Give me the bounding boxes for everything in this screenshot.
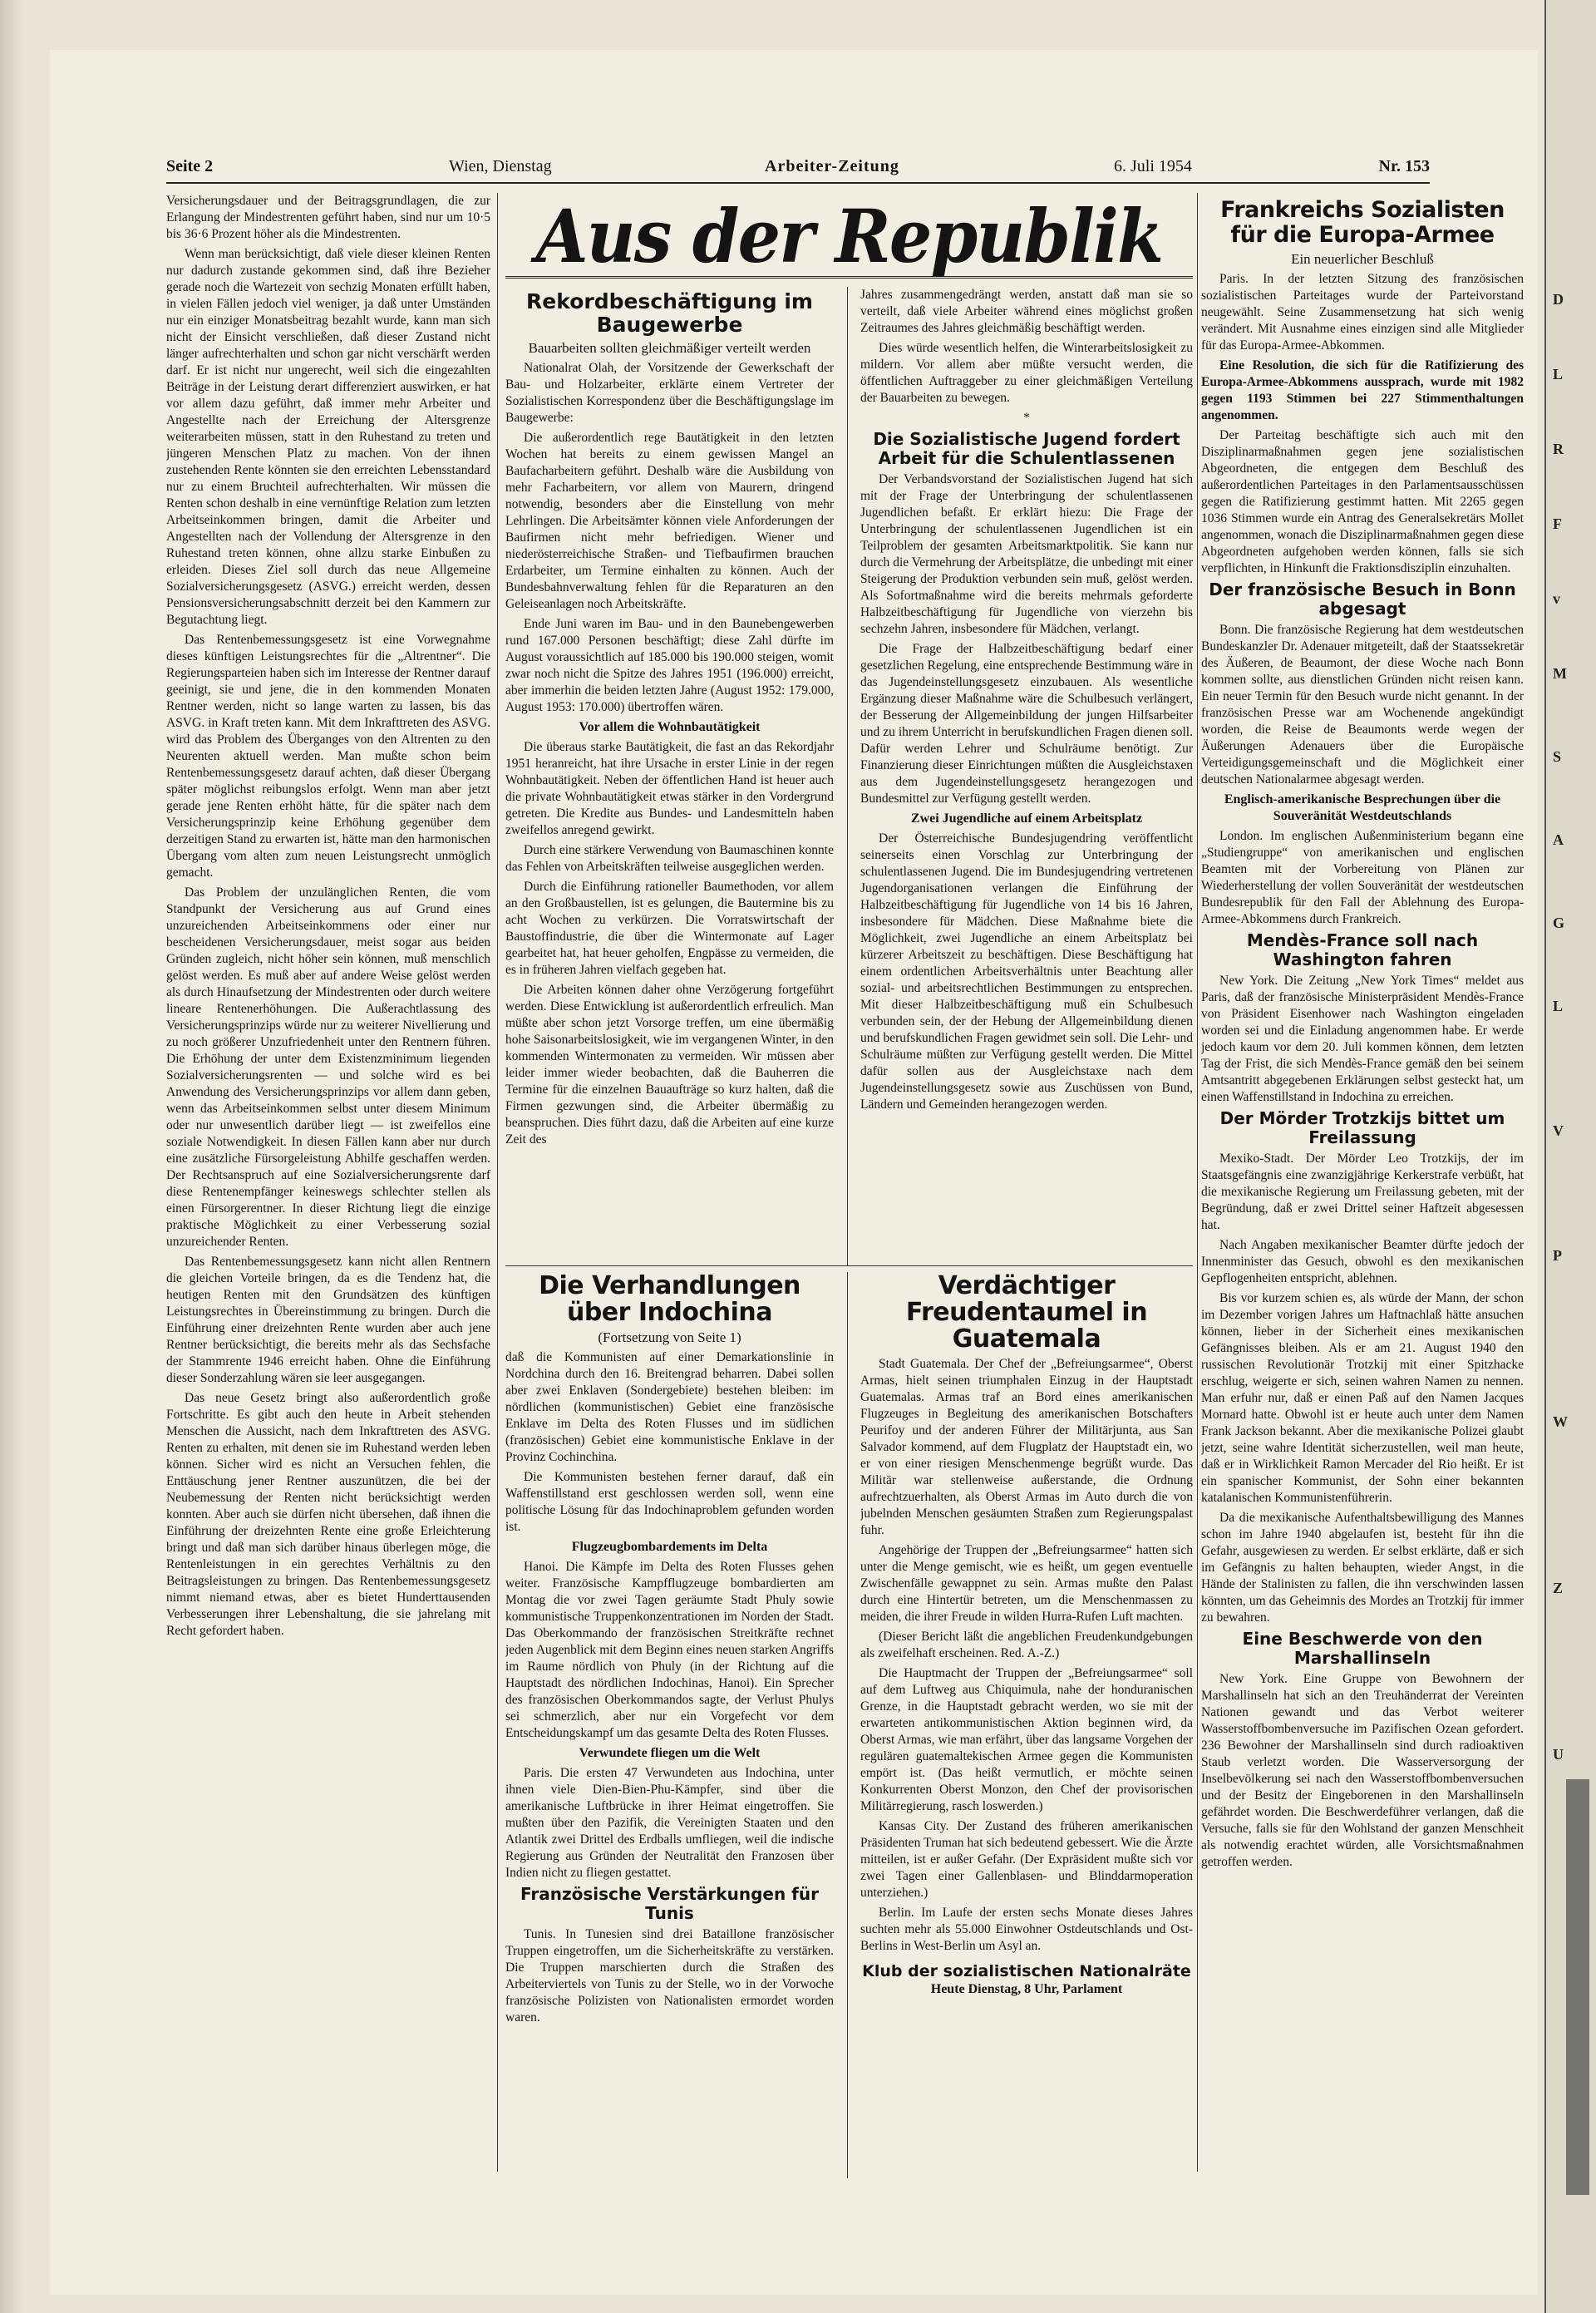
headline: Der Mörder Trotzkijs bittet um Freilassung <box>1219 1108 1505 1147</box>
headline: Frankreichs Sozialisten für die Europa-Armee <box>1220 197 1505 248</box>
paragraph: Bonn. Die französische Regierung hat dem westdeutschen Bundeskanzler Dr. Adenauer mitgeteilt, daß der Staatssekretär des Äußeren, de Beaumont, der diese Woche nach Bonn kommen sollte, aus dienstlichen Gründen nicht reisen kann. Ein neuer Termin für den Besuch wurde nicht genannt. In der französischen Presse war am Wochenende angekündigt worden, die Reise de Beaumonts werde wegen der Äußerungen Adenauers über die Europäische Verteidigungsgemeinschaft und die Möglichkeit einer deutschen Nationalarmee abgesagt werden. <box>1201 623 1524 787</box>
issue-number: Nr. 153 <box>1378 157 1430 175</box>
article-jugend <box>860 287 1193 1266</box>
paragraph: Da die mexikanische Aufenthaltsbewilligung des Mannes schon im Jahre 1940 abgelaufen ist, besteht für ihn die Gefahr, ausgewiesen zu werden. Er selbst erklärte, daß er sich im Gefängnis zu halten behaupten, wieder Angst, in die Hände der Stalinisten zu fallen, die ihn verschwinden lassen könnten, um das Geheimnis des Mordes an Trotzkij für immer zu bewahren. <box>1201 1511 1524 1625</box>
paragraph: Die überaus starke Bautätigkeit, die fast an das Rekordjahr 1951 heranreicht, hat ihre Ursache in erster Linie in der regen Wohnbautätigkeit. Neben der öffentlichen Hand ist heuer auch die private Wohnbautätigkeit etwas stärker in den Vordergrund getreten. Die Kredite aus Bundes- und Landesmitteln haben zweifellos anregend gewirkt. <box>505 740 834 837</box>
edge-letter: V <box>1553 1122 1564 1139</box>
headline: Die Verhandlungen über Indochina <box>539 1271 800 1327</box>
paragraph: Hanoi. Die Kämpfe im Delta des Roten Flusses gehen weiter. Französische Kampfflugzeuge bombardierten am Montag die vor zwei Tagen geräumte Stadt Phuly sowie kommunistische Truppenkonzentrationen im Norden der Stadt. Das Oberkommando der französischen Streitkräfte rechnet jeden Augenblick mit dem Beginn eines neuen starken Angriffs im Raume nördlich von Phuly (in der Richtung auf die Hauptstadt des nördlichen Indochinas, Hanoi). Ein Sprecher des französischen Oberkommandos sagte, der Verlust Phulys sei schmerzlich, aber nur ein Vorgefecht vor dem Entscheidungskampf um das gesamte Delta des Roten Flusses. <box>505 1560 834 1740</box>
edge-letter: L <box>1553 998 1564 1014</box>
paragraph: London. Im englischen Außenministerium begann eine „Studiengruppe“ von amerikanischen und englischen Beamten mit der Vorbereitung von Plänen zur Wiederherstellung der vollen Souveränität der westdeutschen Bundesrepublik für den Fall der Ablehnung des Europa-Armee-Abkommens durch Frankreich. <box>1201 829 1524 926</box>
article-guatemala <box>860 1268 1193 2182</box>
adjacent-page-edge <box>1544 0 1596 2313</box>
meeting-notice <box>860 1961 1193 1998</box>
paragraph: Nach Angaben mexikanischer Beamter dürfte jedoch der Innenminister das Gesuch, obwohl es den mexikanischen Gepflogenheiten entspricht, ablehnen. <box>1201 1238 1524 1285</box>
paragraph: Paris. In der letzten Sitzung des französischen sozialistischen Parteitages wurde der Parteivorstand neugewählt. Seine Zusammensetzung hat sich wenig verändert. Mit Ausnahme eines einzigen sind alle Mitglieder für das Europa-Armee-Abkommen. <box>1201 272 1524 353</box>
paragraph: Die Hauptmacht der Truppen der „Befreiungsarmee“ soll auf dem Luftweg aus Chiquimula, nahe der honduranischen Grenze, in die Hauptstadt gebracht werden, wo sie mit der erwarteten antikommunistischen Aktion beginnen wird, da Oberst Armas, wie man erfährt, über das langsame Vorgehen der regulären guatemaltekischen Armee gegen die Kommunisten empört ist. (Das heißt vermutlich, er möchte seinen Konkurrenten Oberst Monzon, den Chef der provisorischen Militärregierung, rasch loswerden.) <box>860 1666 1193 1813</box>
paragraph: Stadt Guatemala. Der Chef der „Befreiungsarmee“, Oberst Armas, hielt seinen triumphalen Einzug in der Hauptstadt Guatemalas. Armas traf an Bord eines amerikanischen Flugzeuges in Begleitung des amerikanischen Botschafters Peurifoy und der anderen Führer der Militärjunta, aus San Salvador kommend, auf dem Flugplatz der Hauptstadt ein, wo er von einer riesigen Menschenmenge begrüßt wurde. Das Militär war stellenweise außerstande, die Ordnung aufrechtzuerhalten, als Oberst Armas im Auto durch die von jubelnden Menschen gesäumten Straßen zum Regierungspalast fuhr. <box>860 1357 1193 1537</box>
scan-smudge <box>1566 1779 1589 2195</box>
paragraph: New York. Eine Gruppe von Bewohnern der Marshallinseln hat sich an den Treuhänderrat der Vereinten Nationen gewandt und das Verbot weiterer Wasserstoffbombenversuche im Pazifischen Ozean gefordert. 236 Bewohner der Marshallinseln sind durch radioaktiven Staub verletzt worden. Die Wasserversorgung der Inselbevölkerung sei nach den Wasserstoffbombenversuchen und der Besitz der Eingeborenen in den Marshallinseln gefährdet worden. Die Beschwerdeführer verlangen, daß die Versuche, falls sie für den Wohlstand der ganzen Menschheit als notwendig erachtet würden, alle Vorsichtsmaßnahmen getroffen werden. <box>1201 1672 1524 1869</box>
headline: Eine Beschwerde von den Marshallinseln <box>1242 1629 1483 1668</box>
paragraph: Berlin. Im Laufe der ersten sechs Monate dieses Jahres suchten mehr als 55.000 Einwohner Ostdeutschlands und Ost-Berlins in West-Berlin um Asyl an. <box>860 1906 1193 1953</box>
article-column-world <box>1201 193 1524 2172</box>
edge-letter: F <box>1553 515 1562 532</box>
paragraph: Wenn man berücksichtigt, daß viele dieser kleinen Renten nur dadurch zustande gekommen sind, daß ihre Bezieher gerade noch die Wartezeit von sechzig Monaten erfüllt haben, in vielen Fällen jedoch viel weniger, ja daß unter Umständen nur ein einziger Monatsbeitrag bezahlt wurde, kann man sich nicht der Einsicht verschließen, daß dieser Zustand nicht länger aufrechterhalten und schon gar nicht verschärft werden darf. Er ist nicht nur ungerecht, weil sich die eingezahlten Beiträge in der Leistung derart differenziert auswirken, er hat vor allem dazu geführt, daß immer mehr Arbeiter und Angestellte nach der Erreichung der Altersgrenze weiterarbeiten müssen, statt in den Ruhestand zu treten und jüngeren Menschen Platz zu machen. Von der ihnen zustehenden Rente könnten sie den erreichten Lebensstandard nur zu einem Bruchteil aufrechterhalten. Wir müssen die Renten schon deshalb in eine vernünftige Relation zum letzten Arbeitseinkommen bringen, damit die Arbeiter und Angestellten nach der Vollendung der Altersgrenze in den Ruhestand treten können, ohne allzu starke Einbußen zu erleiden. Dieses Ziel soll durch das neue Allgemeine Sozialversicherungsgesetz (ASVG.) erreicht werden, dessen Pensionsversicherungsabschnitt derzeit bei den Kammern zur Begutachtung liegt. <box>166 247 490 627</box>
paragraph: New York. Die Zeitung „New York Times“ meldet aus Paris, daß der französische Ministerpräsident Mendès-France von Präsident Eisenhower nach Washington eingeladen worden sei und die Einladung angenommen habe. Er werde jedoch kaum vor dem 20. Juli kommen können, dem letzten Tag der Frist, die sich Mendès-France gemäß den bei seinem Amtsantritt abgegebenen Erklärungen selbst gesteckt hat, um einen Waffenstillstand in Indochina zu erreichen. <box>1201 974 1524 1104</box>
paragraph: Ende Juni waren im Bau- und in den Baunebengewerben rund 167.000 Personen beschäftigt; diese Zahl dürfte im August voraussichtlich auf 185.000 bis 190.000 steigen, womit zwar noch nicht die Spitze des Jahres 1951 (196.000) erreicht, aber immerhin die beiden letzten Jahre (August 1952: 179.000, August 1953: 170.000) übertroffen wären. <box>505 617 834 714</box>
paragraph: Versicherungsdauer und der Beitragsgrundlagen, die zur Erlangung der Mindestrenten geführt haben, sind nur um 10·5 bis 36·6 Prozent höher als die Mindestrenten. <box>166 194 490 241</box>
subheadline: Ein neuerlicher Beschluß <box>1291 251 1434 267</box>
paragraph: Die Kommunisten bestehen ferner darauf, daß ein Waffenstillstand erst geschlossen werden soll, wenn eine politische Lösung für das Indochinaproblem gefunden worden ist. <box>505 1470 834 1534</box>
subheadline: (Fortsetzung von Seite 1) <box>598 1329 741 1345</box>
paragraph: Tunis. In Tunesien sind drei Bataillone französischer Truppen eingetroffen, um die Sicherheitskräfte zu verstärken. Die Truppen marschierten durch die Straßen des Arbeiterviertels von Tunis zu der Stelle, wo in der Vorwoche französische Polizisten von Nationalisten ermordet worden waren. <box>505 1927 834 2024</box>
section-title: Aus der Republik <box>535 193 1163 279</box>
paragraph: Die außerordentlich rege Bautätigkeit in den letzten Wochen hat bereits zu einem gewissen Mangel an Baufacharbeitern geführt. Deshalb wäre die Ausbildung von mehr Facharbeitern, vor allem von Maurern, dringend notwendig, besonders aber die Einstellung von mehr Lehrlingen. Die Arbeitsämter können viele Anforderungen der Baufirmen nicht mehr befriedigen. Wiener und niederösterreichische Straßen- und Tiefbaufirmen brauchen Erdarbeiter, um Termine einhalten zu können. Auch der Bundesbahnverwaltung fehlen für die Reparaturen an den Geleiseanlagen noch Arbeitskräfte. <box>505 431 834 611</box>
edge-letter: L <box>1553 366 1564 382</box>
paragraph: Die Frage der Halbzeitbeschäftigung bedarf einer gesetzlichen Regelung, eine entsprechende Bestimmung wäre in das Jugendeinstellungsgesetz einzubauen. Als wesentliche Ergänzung dieser Maßnahme wäre die Schulbesuch verlängert, der Besserung der Allgemeinbildung der jungen Hilfsarbeiter und zu ihrem Unterricht in berufskundlichen Fragen dienen soll. Dafür werden Lehrer und Schulräume benötigt. Zur Finanzierung dieser Einrichtungen müßten die Ausgleichstaxen aus dem Jugendeinstellungsgesetz herangezogen und Bundesmittel zur Verfügung gestellt werden. <box>860 642 1193 806</box>
paragraph: Eine Resolution, die sich für die Ratifizierung des Europa-Armee-Abkommens aussprach, wurde mit 1982 gegen 1193 Stimmen bei 227 Stimmenthaltungen angenommen. <box>1201 358 1524 422</box>
headline: Die Sozialistische Jugend fordert Arbeit für die Schulentlassenen <box>873 429 1180 468</box>
subheading: Verwundete fliegen um die Welt <box>579 1746 761 1760</box>
paragraph: Der Verbandsvorstand der Sozialistischen Jugend hat sich mit der Frage der Unterbringung der schulentlassenen Jugendlichen befaßt. Er erklärt hiezu: Die Frage der Unterbringung der schulentlassenen Jugendlichen ist ein Teilproblem der gesamten Arbeitsmarktpolitik. Sie kann nur durch die Vermehrung der Arbeitsplätze, die unbedingt mit einer Steigerung der Produktion verbunden sein muß, gelöst werden. Als Sofortmaßnahme wird die bereits mehrmals geforderte Halbzeitbeschäftigung für Jugendliche von vierzehn bis sechzehn Jahren, insbesondere für Mädchen, verlangt. <box>860 472 1193 636</box>
edge-letter: U <box>1553 1746 1564 1763</box>
article-baugewerbe <box>505 287 834 1266</box>
headline: Französische Verstärkungen für Tunis <box>520 1884 819 1923</box>
paragraph: Das neue Gesetz bringt also außerordentlich große Fortschritte. Es gibt auch den heute in Arbeit stehenden Menschen die Aussicht, nach dem Inkrafttreten des ASVG. Renten zu erhalten, mit denen sie im Ruhestand werden leben können. Sicher wird es nicht an Versuchen fehlen, die Enttäuschung jener Rentner auszunützen, die bei der Neubemessung der Renten nicht berücksichtigt werden konnten. Aber auch sie dürfen nicht übersehen, daß ihnen die Einführung der dreizehnten Rente eine große Erleichterung bringt und daß man sich darüber hinaus überlegen möge, die Rentenleistungen in ein gerechtes Verhältnis zu den Beitragsleistungen zu bringen. Das Rentenbemessungsgesetz nimmt niemand etwas, aber es bietet Hunderttausenden Verbesserungen ihrer Lebenshaltung, die sie jahrelang mit Recht gefordert haben. <box>166 1391 490 1638</box>
paragraph: Kansas City. Der Zustand des früheren amerikanischen Präsidenten Truman hat sich bedeutend gebessert. Wie die Ärzte mitteilen, ist er außer Gefahr. (Der Expräsident mußte sich vor zwei Tagen einer Gallenblasen- und Blinddarmoperation unterziehen.) <box>860 1819 1193 1900</box>
edge-letter: P <box>1553 1247 1562 1264</box>
paragraph: Angehörige der Truppen der „Befreiungsarmee“ hatten sich unter die Menge gemischt, wie es heißt, um gegen eventuelle Zwischenfälle gewappnet zu sein. Armas mußte den Palast durch eine Hintertür betreten, um die Menschenmassen zu meiden, die ihrer Freude in wilden Hurra-Rufen Luft machten. <box>860 1543 1193 1624</box>
article-indochina <box>505 1268 834 2182</box>
paragraph: Durch die Einführung rationeller Baumethoden, vor allem an den Großbaustellen, ist es gelungen, die Bautermine bis zu acht Wochen zu verkürzen. Die Vorratswirtschaft der Baustoffindustrie, die über die Wintermonate auf Lager gearbeitet hat, hat heuer geholfen, Engpässe zu vermeiden, die es in früheren Jahren vielfach gegeben hat. <box>505 880 834 977</box>
paragraph: Das Problem der unzulänglichen Renten, die vom Standpunkt der Versicherung aus auf Grund eines unzureichenden Arbeitseinkommens oder einer nur bescheidenen Versicherungsdauer, meist sogar aus beiden Gründen zugleich, nicht höher sein können, muß menschlich gelöst werden. Es muß aber auf andere Weise gelöst werden als durch Hinaufsetzung der Mindestrenten oder durch weitere lineare Rentenerhöhungen. Die Außerachtlassung des Versicherungsprinzips würde nur zu weiterer Nivellierung und zu noch größerer Unzufriedenheit unter den Rentnern führen. Die Erhöhung der unter dem Existenzminimum liegenden Sozialversicherungsrenten — und solche wird es bei Anwendung des Versicherungsprinzips vor allem dann geben, wenn das Arbeitseinkommen selbst unter diesem Minimum oder nur unwesentlich darüber liegt — ist zweifellos eine soziale Notwendigkeit. In diesen Fällen kann aber nur durch eine zusätzliche Fürsorgeleistung Abhilfe geschaffen werden. Der Rechtsanspruch auf eine Sozialversicherungsrente darf diese Rentenempfänger keineswegs schlechter stellen als einen Fürsorgerentner. In dieser Richtung liegt die einzige praktische Möglichkeit zu einer Verbesserung sozial unzureichender Renten. <box>166 885 490 1249</box>
paragraph: Nationalrat Olah, der Vorsitzende der Gewerkschaft der Bau- und Holzarbeiter, erklärte einem Vertreter der Sozialistischen Korrespondenz über die Beschäftigungslage im Baugewerbe: <box>505 361 834 425</box>
headline: Rekordbeschäftigung im Baugewerbe <box>526 289 813 337</box>
headline: Der französische Besuch in Bonn abgesagt <box>1209 579 1516 619</box>
section-banner <box>505 193 1193 279</box>
edge-letter: G <box>1553 915 1565 931</box>
article-renten <box>166 193 490 2163</box>
edge-letter: A <box>1553 831 1564 848</box>
paragraph: Dies würde wesentlich helfen, die Winterarbeitslosigkeit zu mildern. Vor allem aber müßte versucht werden, die öffentlichen Auftraggeber zu einer gleichmäßigen Verteilung der Bauarbeiten zu bewegen. <box>860 341 1193 405</box>
page-number: Seite 2 <box>166 157 214 175</box>
paragraph: Mexiko-Stadt. Der Mörder Leo Trotzkijs, der im Staatsgefängnis eine zwanzigjährige Kerkerstrafe verbüßt, hat die mexikanische Regierung um Freilassung gebeten, mit der Begründung, daß er zwei Drittel seiner Haftzeit abgesessen hat. <box>1201 1152 1524 1232</box>
edge-letter: R <box>1553 441 1564 457</box>
column-rule <box>847 1272 848 2178</box>
paragraph: Paris. Die ersten 47 Verwundeten aus Indochina, unter ihnen viele Dien-Bien-Phu-Kämpfer, sind über die amerikanische Luftbrücke in ihrer Heimat eingetroffen. Sie mußten über den Pazifik, die Vereinigten Staaten und den Atlantik zwei Drittel des Erdballs umfliegen, weil die indische Regierung aus Gründen der Neutralität den Franzosen über Indien nicht zu fliegen gestattet. <box>505 1766 834 1880</box>
place-weekday: Wien, Dienstag <box>449 157 552 175</box>
paragraph: Das Rentenbemessungsgesetz kann nicht allen Rentnern die gleichen Vorteile bringen, da es die Tendenz hat, die heutigen Renten mit den Grundsätzen des künftigen Leistungsrechtes in Übereinstimmung zu bringen. Durch die Einführung einer dreizehnten Rente wurden aber auch jene Rentner berücksichtigt, die bereits mehr als das Sechsfache der Stammrente 1946 erreicht haben. Ohne die Einführung dieser Sonderzahlung wären sie leer ausgegangen. <box>166 1255 490 1385</box>
subheading: Vor allem die Wohnbautätigkeit <box>579 720 761 734</box>
column-rule <box>847 287 848 1266</box>
headline: Verdächtiger Freudentaumel in Guatemala <box>905 1271 1148 1354</box>
subheading: Englisch-amerikanische Besprechungen über die Souveränität Westdeutschlands <box>1224 792 1501 823</box>
page-header <box>166 154 1430 184</box>
subheading: Zwei Jugendliche auf einem Arbeitsplatz <box>910 811 1143 826</box>
paragraph: Durch eine stärkere Verwendung von Baumaschinen konnte das Fehlen von Arbeitskräften teilweise ausgeglichen werden. <box>505 843 834 874</box>
edge-letter: D <box>1553 291 1564 308</box>
subheadline: Bauarbeiten sollten gleichmäßiger verteilt werden <box>528 340 811 356</box>
edge-letter: M <box>1553 665 1567 682</box>
issue-date: 6. Juli 1954 <box>1114 157 1192 175</box>
paragraph: Die Arbeiten können daher ohne Verzögerung fortgeführt werden. Diese Entwicklung ist außerordentlich erfreulich. Man müßte aber schon jetzt Vorsorge treffen, um eine übermäßig hohe Saisonarbeitslosigkeit, wie im vergangenen Winter, in den kommenden Wintermonaten zu vermeiden. Wir müssen aber leider immer wieder beobachten, daß die Bauherren die Termine für die einzelnen Bauaufträge so kurz halten, daß die Firmen gezwungen sind, die Arbeiter übermäßig zu beanspruchen. Dies führt dazu, daß die Arbeiten auf eine kurze Zeit des <box>505 983 834 1147</box>
paragraph: Bis vor kurzem schien es, als würde der Mann, der schon im Dezember vorigen Jahres um Haftnachlaß hätte ansuchen können, lieber in der Sicherheit eines mexikanischen Gefängnisses bleiben. Als er am 21. August 1940 den russischen Revolutionär Trotzkij mit einer Spitzhacke erschlug, weigerte er sich, seinen wahren Namen zu nennen. Man erfuhr nur, daß er einen Paß auf den Namen Jacques Mornard hatte. Obwohl ist er heute auch unter dem Namen Frank Jackson bekannt. Aber die mexikanische Polizei glaubt jetzt, seine wahre Identität sicherzustellen, weil man heute, daß er in Wirklichkeit Ramon Mercader del Rio heißt. Er ist ein spanischer Kommunist, der Sohn einer bekannten katalanischen Kommunistenführerin. <box>1201 1291 1524 1505</box>
subheading: Flugzeugbombardements im Delta <box>571 1540 768 1554</box>
paragraph: daß die Kommunisten auf einer Demarkationslinie in Nordchina durch den 16. Breitengrad beharren. Dabei sollen aber zwei Enklaven (Sondergebiete) bestehen bleiben: im nördlichen (kommunistischen) Gebiet eine französische Enklave im Delta des Roten Flusses und im südlichen (französischen) Gebiet eine kommunistische Enklave in der Provinz Cochinchina. <box>505 1350 834 1464</box>
separator: * <box>1023 411 1030 425</box>
headline: Mendès-France soll nach Washington fahren <box>1246 930 1479 969</box>
paragraph: Der Österreichische Bundesjugendring veröffentlicht seinerseits einen Vorschlag zur Unterbringung der schulentlassenen Jugend. Die im Bundesjugendring vertretenen Jugendorganisationen verlangen die Einführung der Halbzeitbeschäftigung für Jugendliche von 14 bis 16 Jahren, insbesondere für Mädchen. Diese Maßnahme biete die Möglichkeit, zwei Jugendliche an einem Arbeitsplatz bei kürzerer Arbeitszeit zu beschäftigen. Diese Beschäftigung hat einem ordentlichen Arbeitsverhältnis unter Beachtung aller sozial- und arbeitsrechtlichen Bestimmungen zu entsprechen. Mit dieser Halbzeitbeschäftigung muß ein Schulbesuch verbunden sein, der der Hebung der Allgemeinbildung dienen und berufskundlichen Fragen gewidmet sein soll. Die Lehr- und Schulräume müßten zur Verfügung gestellt werden. Die Mittel dafür sollen aus der Ausgleichstaxe nach dem Jugendeinstellungsgesetz sowie aus Zuschüssen von Bund, Ländern und Gemeinden herangezogen werden. <box>860 831 1193 1112</box>
paragraph: Das Rentenbemessungsgesetz ist eine Vorwegnahme dieses künftigen Leistungsrechtes für die „Altrentner“. Die Regierungsparteien haben sich im Interesse der Rentner darauf geeinigt, sie und jene, die in den kommenden Monaten Rentner werden, nicht so lange warten zu lassen, bis das ASVG. in Kraft treten kann. Mit dem Inkrafttreten des ASVG. wird das Problem des Überganges von den Altrenten zu den Neurenten aktuell werden. Man mußte schon beim Rentenbemessungsgesetz darauf achten, daß dieser Übergang später möglichst reibungslos erfolgt. Wenn man aber jetzt gerade jene Renten erhöht hätte, für die später nach dem Versicherungsprinzip keine Erhöhung gegenüber dem derzeitigen Stand zu erwarten ist, hätte man den harmonischen Übergang vom alten zum neuen Leistungsrecht unmöglich gemacht. <box>166 633 490 880</box>
paragraph: Der Parteitag beschäftigte sich auch mit den Disziplinarmaßnahmen gegen jene sozialistischen Abgeordneten, die entgegen dem Beschluß des außerordentlichen Parteitages in den Parlamentsausschüssen gegen die Ratifizierung gestimmt hatten. Mit 2265 gegen 1036 Stimmen wurde ein Antrag des Generalsekretärs Mollet angenommen, wonach die Disziplinarmaßnahmen gegen diese Abgeordneten aufgehoben werden können, falls sie sich verpflichten, in Hinkunft die Fraktionsdisziplin einzuhalten. <box>1201 428 1524 575</box>
newspaper-name: Arbeiter-Zeitung <box>765 157 899 175</box>
edge-letter: S <box>1553 748 1562 765</box>
paragraph: (Dieser Bericht läßt die angeblichen Freudenkundgebungen als zweifelhaft erscheinen. Red. A.-Z.) <box>860 1630 1193 1660</box>
meeting-time: Heute Dienstag, 8 Uhr, Parlament <box>930 1982 1123 1996</box>
column-rule <box>497 193 498 2172</box>
paragraph: Jahres zusammengedrängt werden, anstatt daß man sie so verteilt, daß viele Arbeiter während eines möglichst großen Zeitraumes des Jahres gleichmäßig beschäftigt werden. <box>860 288 1193 335</box>
meeting-title: Klub der sozialistischen Nationalräte <box>862 1962 1191 1980</box>
edge-letter: Z <box>1553 1580 1564 1596</box>
edge-letter: W <box>1553 1413 1568 1430</box>
column-rule <box>1197 193 1198 2172</box>
edge-letter: v <box>1553 590 1560 607</box>
scan-left-margin <box>0 0 25 2313</box>
